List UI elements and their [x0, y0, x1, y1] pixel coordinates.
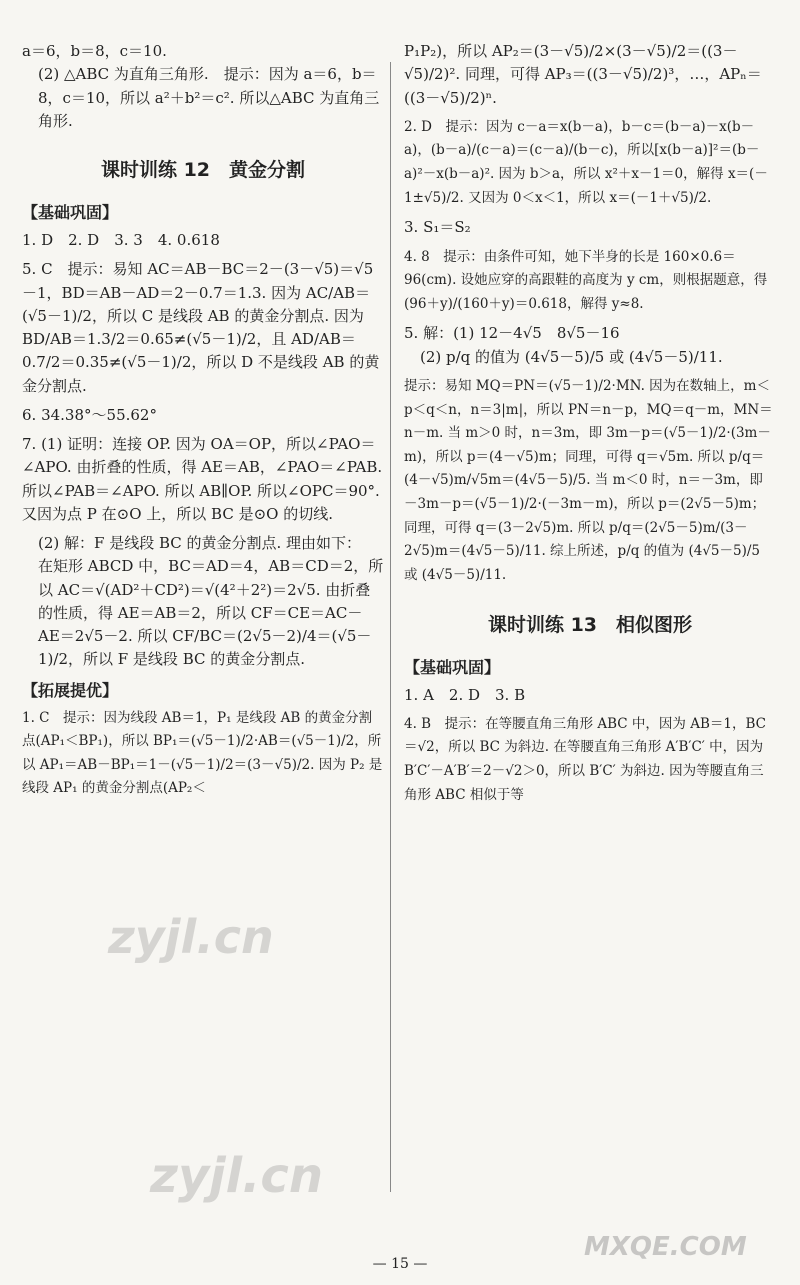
- right-column: [404, 40, 776, 807]
- section-title-12: 课时训练 12 黄金分割: [100, 159, 306, 181]
- watermark: zyjl.cn: [108, 910, 274, 964]
- answer-q7-2: (2) 解：F 是线段 BC 的黄金分割点. 理由如下：: [38, 534, 362, 552]
- basic-heading: 【基础巩固】: [404, 657, 501, 677]
- answer-q5b: (2) p/q 的值为 (4√5－5)/5 或 (4√5－5)/11.: [420, 347, 723, 366]
- answer-continuation: P₁P₂)，所以 AP₂＝(3－√5)/2×(3－√5)/2＝((3－√5)/2)². 同理，可得 AP₃＝((3－√5)/2)³，…，APₙ＝((3－√5)/2)ⁿ.: [404, 42, 762, 107]
- answer-line: 1. D 2. D 3. 3 4. 0.618: [22, 231, 220, 249]
- extension-heading: 【拓展提优】: [22, 680, 119, 700]
- page-number: — 15 —: [372, 1256, 428, 1272]
- answer-q4b: 4. B 提示：在等腰直角三角形 ABC 中，因为 AB＝1，BC＝√2，所以 BC 为斜边. 在等腰直角三角形 A′B′C′ 中，因为 B′C′－A′B′＝2－√2＞0，所以 B′C′ 为斜边. 因为等腰直角三角形 ABC 相似于等: [404, 715, 766, 803]
- answer-q6: 6. 34.38°～55.62°: [22, 405, 157, 424]
- answer-line: 1. A 2. D 3. B: [404, 685, 526, 704]
- answer-q3: 3. S₁＝S₂: [404, 218, 471, 237]
- answer-q4: 4. 8 提示：由条件可知，她下半身的长是 160×0.6＝96(cm). 设她应穿的高跟鞋的高度为 y cm，则根据题意，得 (96＋y)/(160＋y)＝0.618，解得 y≈8.: [404, 248, 768, 312]
- section-title-13: 课时训练 13 相似图形: [487, 613, 693, 636]
- watermark: MXQE.COM: [584, 1232, 747, 1262]
- answer-q5: 5. C 提示：易知 AC＝AB－BC＝2－(3－√5)＝√5－1，BD＝AB－AD＝2－0.7＝1.3. 因为 AC/AB＝(√5－1)/2，所以 C 是线段 AB 的黄金分割点. 因为 BD/AB＝1.3/2＝0.65≠(√5－1)/2，且 AD/AB＝0.7/2＝0.35≠(√5－1)/2，所以 D 不是线段 AB 的黄金分割点.: [22, 260, 380, 395]
- answer-ext-q1: 1. C 提示：因为线段 AB＝1，P₁ 是线段 AB 的黄金分割点(AP₁＜BP₁)，所以 BP₁＝(√5－1)/2·AB＝(√5－1)/2，所以 AP₁＝AB－BP₁＝1－(√5－1)/2＝(3－√5)/2. 因为 P₂ 是线段 AP₁ 的黄金分割点(AP₂＜: [22, 709, 383, 797]
- answer-line: a＝6，b＝8，c＝10.: [22, 42, 167, 60]
- left-column: [22, 40, 384, 801]
- basic-heading: 【基础巩固】: [22, 203, 119, 222]
- answer-q2: 2. D 提示：因为 c－a＝x(b－a)，b－c＝(b－a)－x(b－a)，(b－a)/(c－a)＝(c－a)/(b－c)，所以[x(b－a)]²＝(b－a)²－x(b－a)². 因为 b＞a，所以 x²＋x－1＝0，解得 x＝(－1±√5)/2. 又因为 0＜x＜1，所以 x＝(－1＋√5)/2.: [404, 118, 768, 206]
- answer-line: (2) △ABC 为直角三角形. 提示：因为 a＝6，b＝8，c＝10，所以 a²＋b²＝c². 所以△ABC 为直角三角形.: [38, 65, 380, 130]
- answer-q7-1: 7. (1) 证明：连接 OP. 因为 OA＝OP，所以∠PAO＝∠APO. 由折叠的性质，得 AE＝AB，∠PAO＝∠PAB. 所以∠PAB＝∠APO. 所以 AB∥OP. 所以∠OPC＝90°. 又因为点 P 在⊙O 上，所以 BC 是⊙O 的切线.: [22, 435, 383, 523]
- watermark: zyjl.cn: [150, 1148, 323, 1204]
- answer-q5-hint: 提示：易知 MQ＝PN＝(√5－1)/2·MN. 因为在数轴上，m＜p＜q＜n，n＝3|m|，所以 PN＝n－p，MQ＝q－m，MN＝n－m. 当 m＞0 时，n＝3m，即 3m－p＝(√5－1)/2·(3m－m)，所以 p＝(4－√5)m；同理，可得 q＝√5m. 所以 p/q＝(4－√5)m/√5m＝(4√5－5)/5. 当 m＜0 时，n＝－3m，即－3m－p＝(√5－1)/2·(－3m－m)，所以 p＝(2√5－5)m；同理，可得 q＝(3－2√5)m. 所以 p/q＝(2√5－5)m/(3－2√5)m＝(4√5－5)/11. 综上所述，p/q 的值为 (4√5－5)/5 或 (4√5－5)/11.: [404, 377, 773, 583]
- answer-q5a: 5. 解：(1) 12－4√5 8√5－16: [404, 324, 620, 343]
- answer-q7-3: 在矩形 ABCD 中，BC＝AD＝4，AB＝CD＝2，所以 AC＝√(AD²＋CD²)＝√(4²＋2²)＝2√5. 由折叠的性质，得 AE＝AB＝2，所以 CF＝CE＝AC－AE＝2√5－2. 所以 CF/BC＝(2√5－2)/4＝(√5－1)/2，所以 F 是线段 BC 的黄金分割点.: [38, 557, 384, 669]
- column-divider: [390, 62, 391, 1192]
